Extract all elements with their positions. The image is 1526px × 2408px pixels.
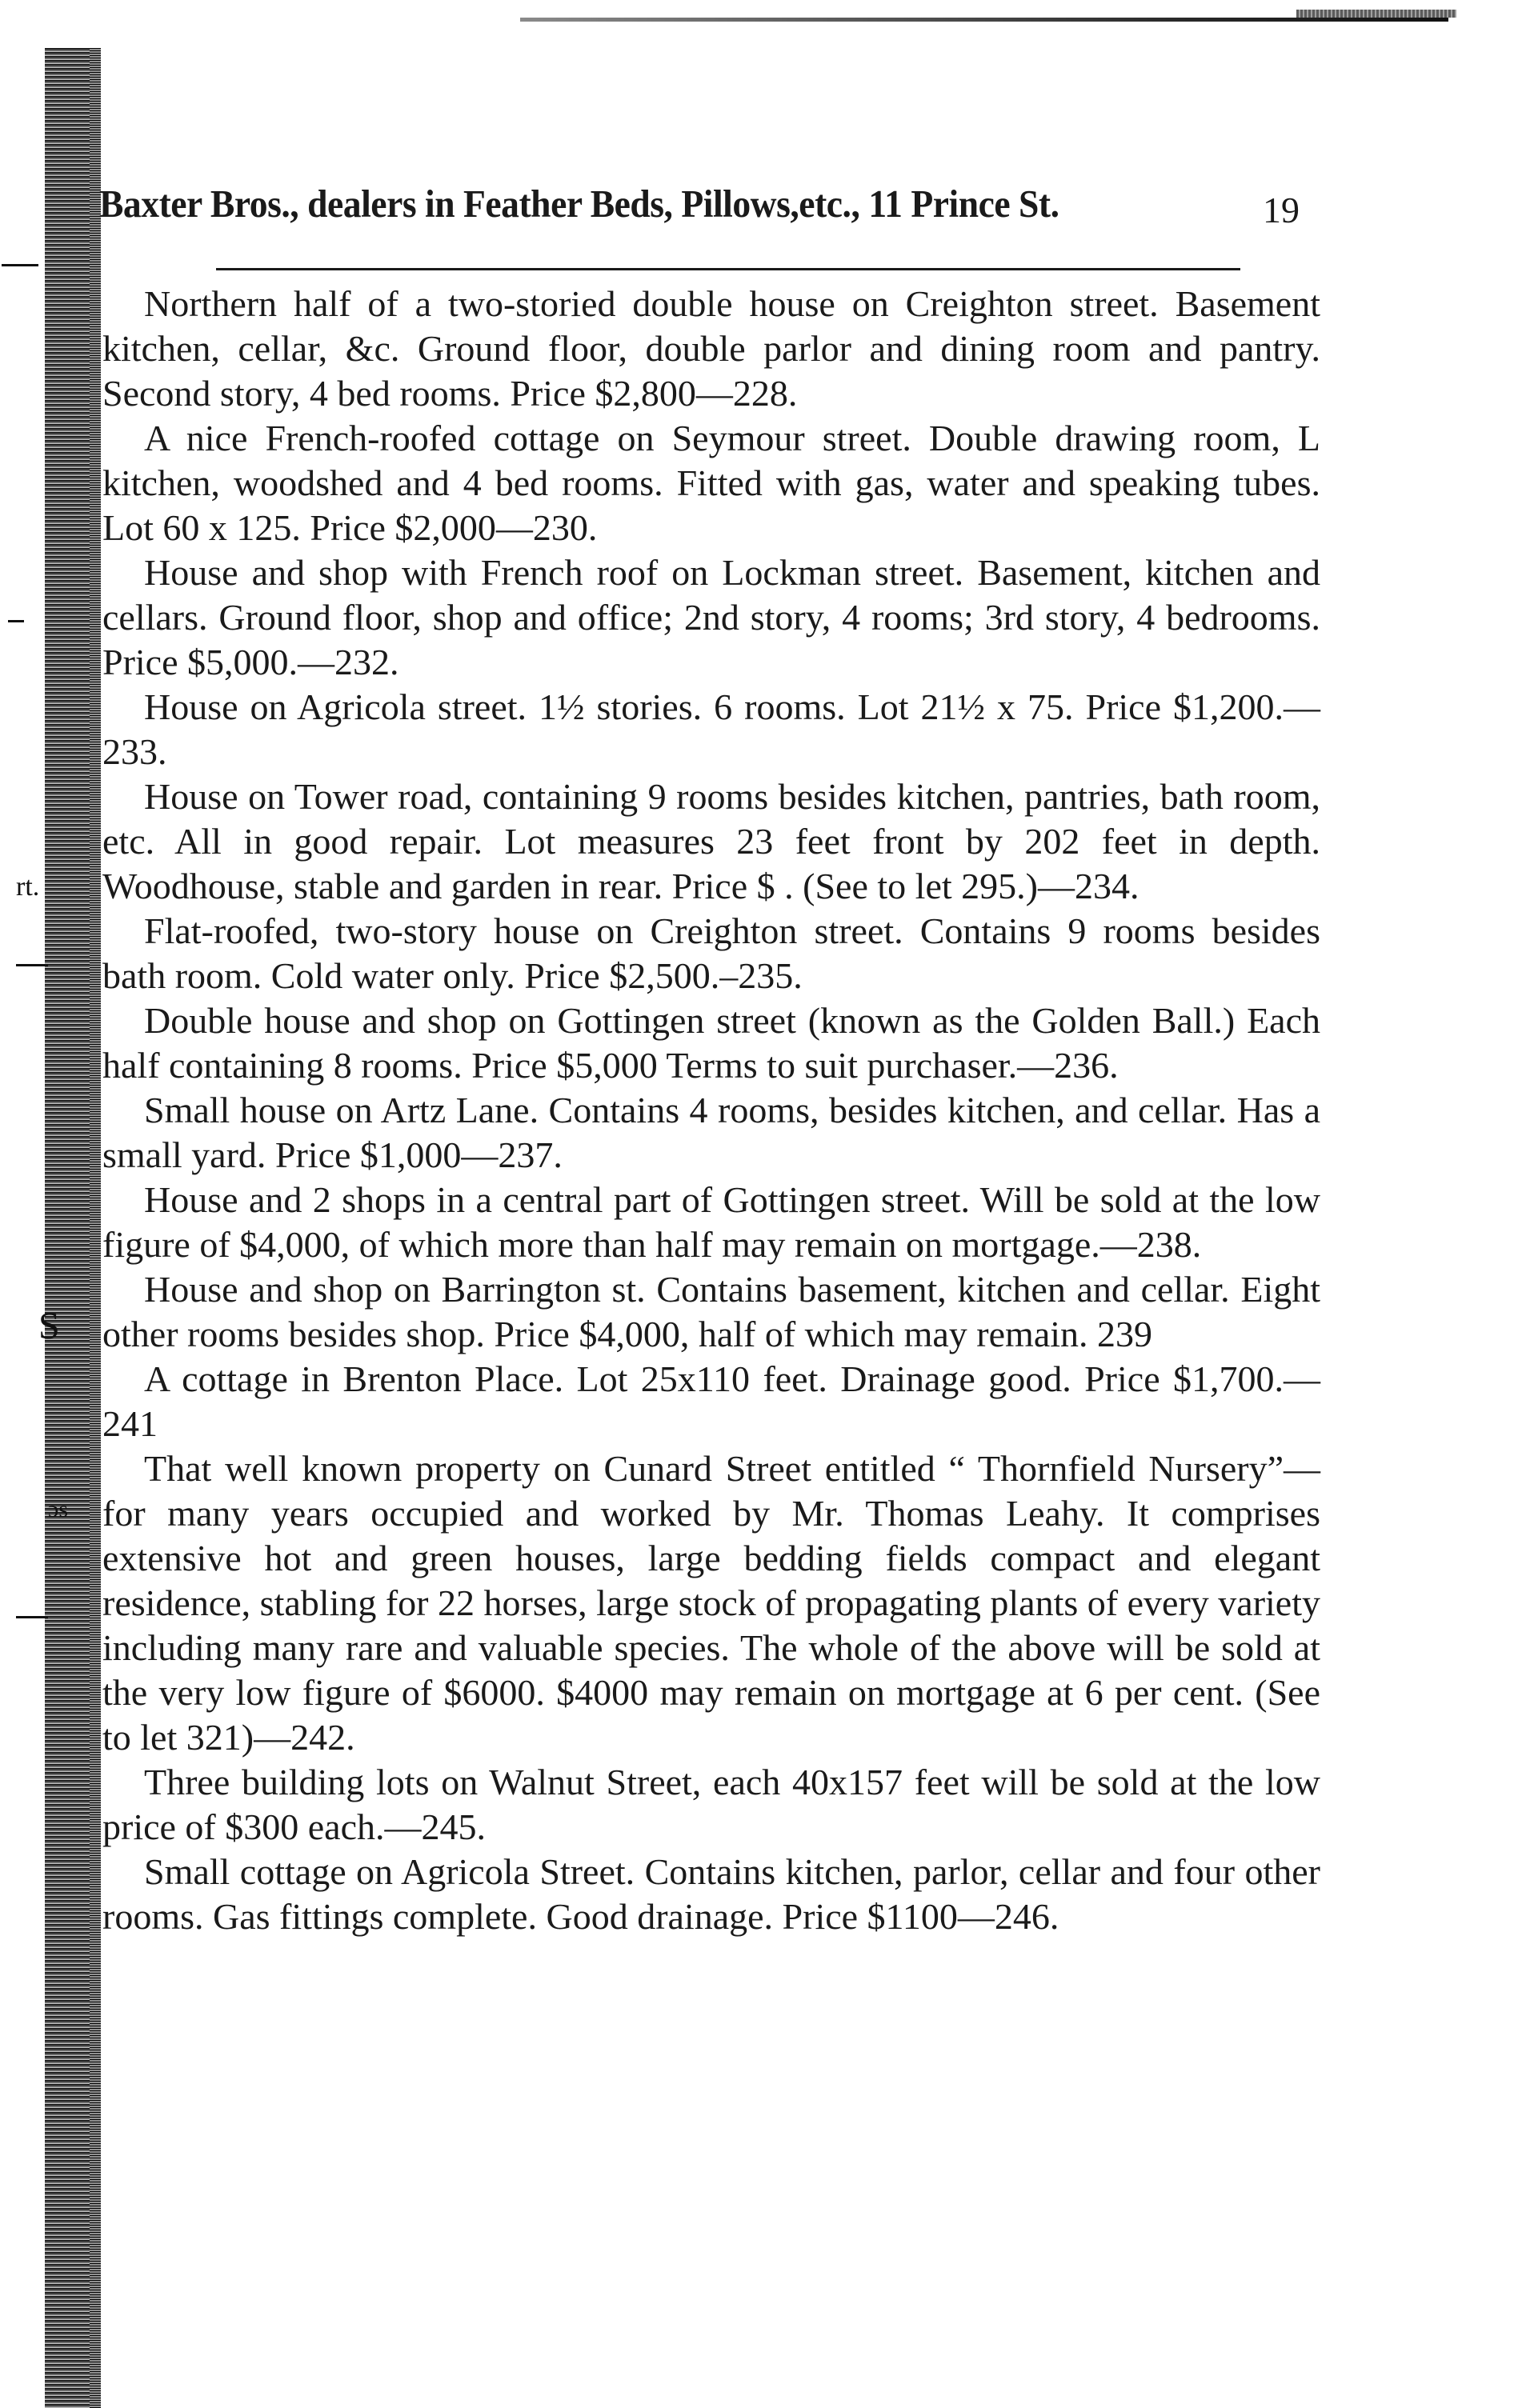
margin-fragment: rt. <box>16 872 40 902</box>
margin-dash <box>8 620 24 622</box>
listing: House on Agricola street. 1½ stories. 6 rooms. Lot 21½ x 75. Price $1,200.—233. <box>102 686 1320 772</box>
listing: Northern half of a two-storied double house on Creighton street. Basement kitchen, cellar, &c. Ground floor, double parlor and dining room and pantry. Second story, 4 bed rooms. Price $2,800—228. <box>102 283 1320 414</box>
listing: A nice French-roofed cottage on Seymour street. Double drawing room, L kitchen, woodshed and 4 bed rooms. Fitted with gas, water and speaking tubes. Lot 60 x 125. Price $2,000—230. <box>102 418 1320 548</box>
top-rule <box>520 18 1448 22</box>
listing: Double house and shop on Gottingen street (known as the Golden Ball.) Each half containing 8 rooms. Price $5,000 Terms to suit purchaser.—236. <box>102 1000 1320 1086</box>
listing: Three building lots on Walnut Street, each 40x157 feet will be sold at the low price of $300 each.—245. <box>102 1762 1320 1847</box>
listing: House and 2 shops in a central part of Gottingen street. Will be sold at the low figure of $4,000, of which more than half may remain on mortgage.—238. <box>102 1179 1320 1265</box>
listing: House and shop with French roof on Lockman street. Basement, kitchen and cellars. Ground floor, shop and office; 2nd story, 4 rooms; 3rd story, 4 bedrooms. Price $5,000.—232. <box>102 552 1320 682</box>
margin-dash <box>16 964 48 966</box>
listing: Small cottage on Agricola Street. Contains kitchen, parlor, cellar and four other rooms. Gas fittings complete. Good drainage. Price $1100—246. <box>102 1851 1320 1937</box>
binding-spine-edge <box>90 48 101 2408</box>
margin-dash <box>16 1616 48 1618</box>
property-listings <box>102 282 1320 1939</box>
margin-fragment: S <box>38 1305 60 1347</box>
listing: House and shop on Barrington st. Contains basement, kitchen and cellar. Eight other rooms besides shop. Price $4,000, half of which may remain. 239 <box>102 1269 1320 1354</box>
listing: Flat-roofed, two-story house on Creighton street. Contains 9 rooms besides bath room. Cold water only. Price $2,500.–235. <box>102 910 1320 996</box>
page-number: 19 <box>1263 190 1300 230</box>
listing: That well known property on Cunard Street entitled “ Thornfield Nursery”—for many years occupied and worked by Mr. Thomas Leahy. It comprises extensive hot and green houses, large bedding fields compact and elegant residence, stabling for 22 horses, large stock of propagating plants of every variety including many rare and valuable species. The whole of the above will be sold at the very low figure of $6000. $4000 may remain on mortgage at 6 per cent. (See to let 321)—242. <box>102 1448 1320 1758</box>
listing: Small house on Artz Lane. Contains 4 rooms, besides kitchen, and cellar. Has a small yard. Price $1,000—237. <box>102 1090 1320 1175</box>
header-rule <box>216 268 1240 270</box>
listing: House on Tower road, containing 9 rooms besides kitchen, pantries, bath room, etc. All in good repair. Lot measures 23 feet front by 202 feet in depth. Woodhouse, stable and garden in rear. Price $ . (See to let 295.)—234. <box>102 776 1320 906</box>
margin-dash <box>2 264 38 266</box>
running-header: Baxter Bros., dealers in Feather Beds, Pillows,etc., 11 Prince St. <box>99 182 1059 226</box>
top-rule-tail <box>1296 10 1456 18</box>
listing: A cottage in Brenton Place. Lot 25x110 feet. Drainage good. Price $1,700.—241 <box>102 1358 1320 1444</box>
margin-fragment: ɔs <box>48 1496 68 1522</box>
